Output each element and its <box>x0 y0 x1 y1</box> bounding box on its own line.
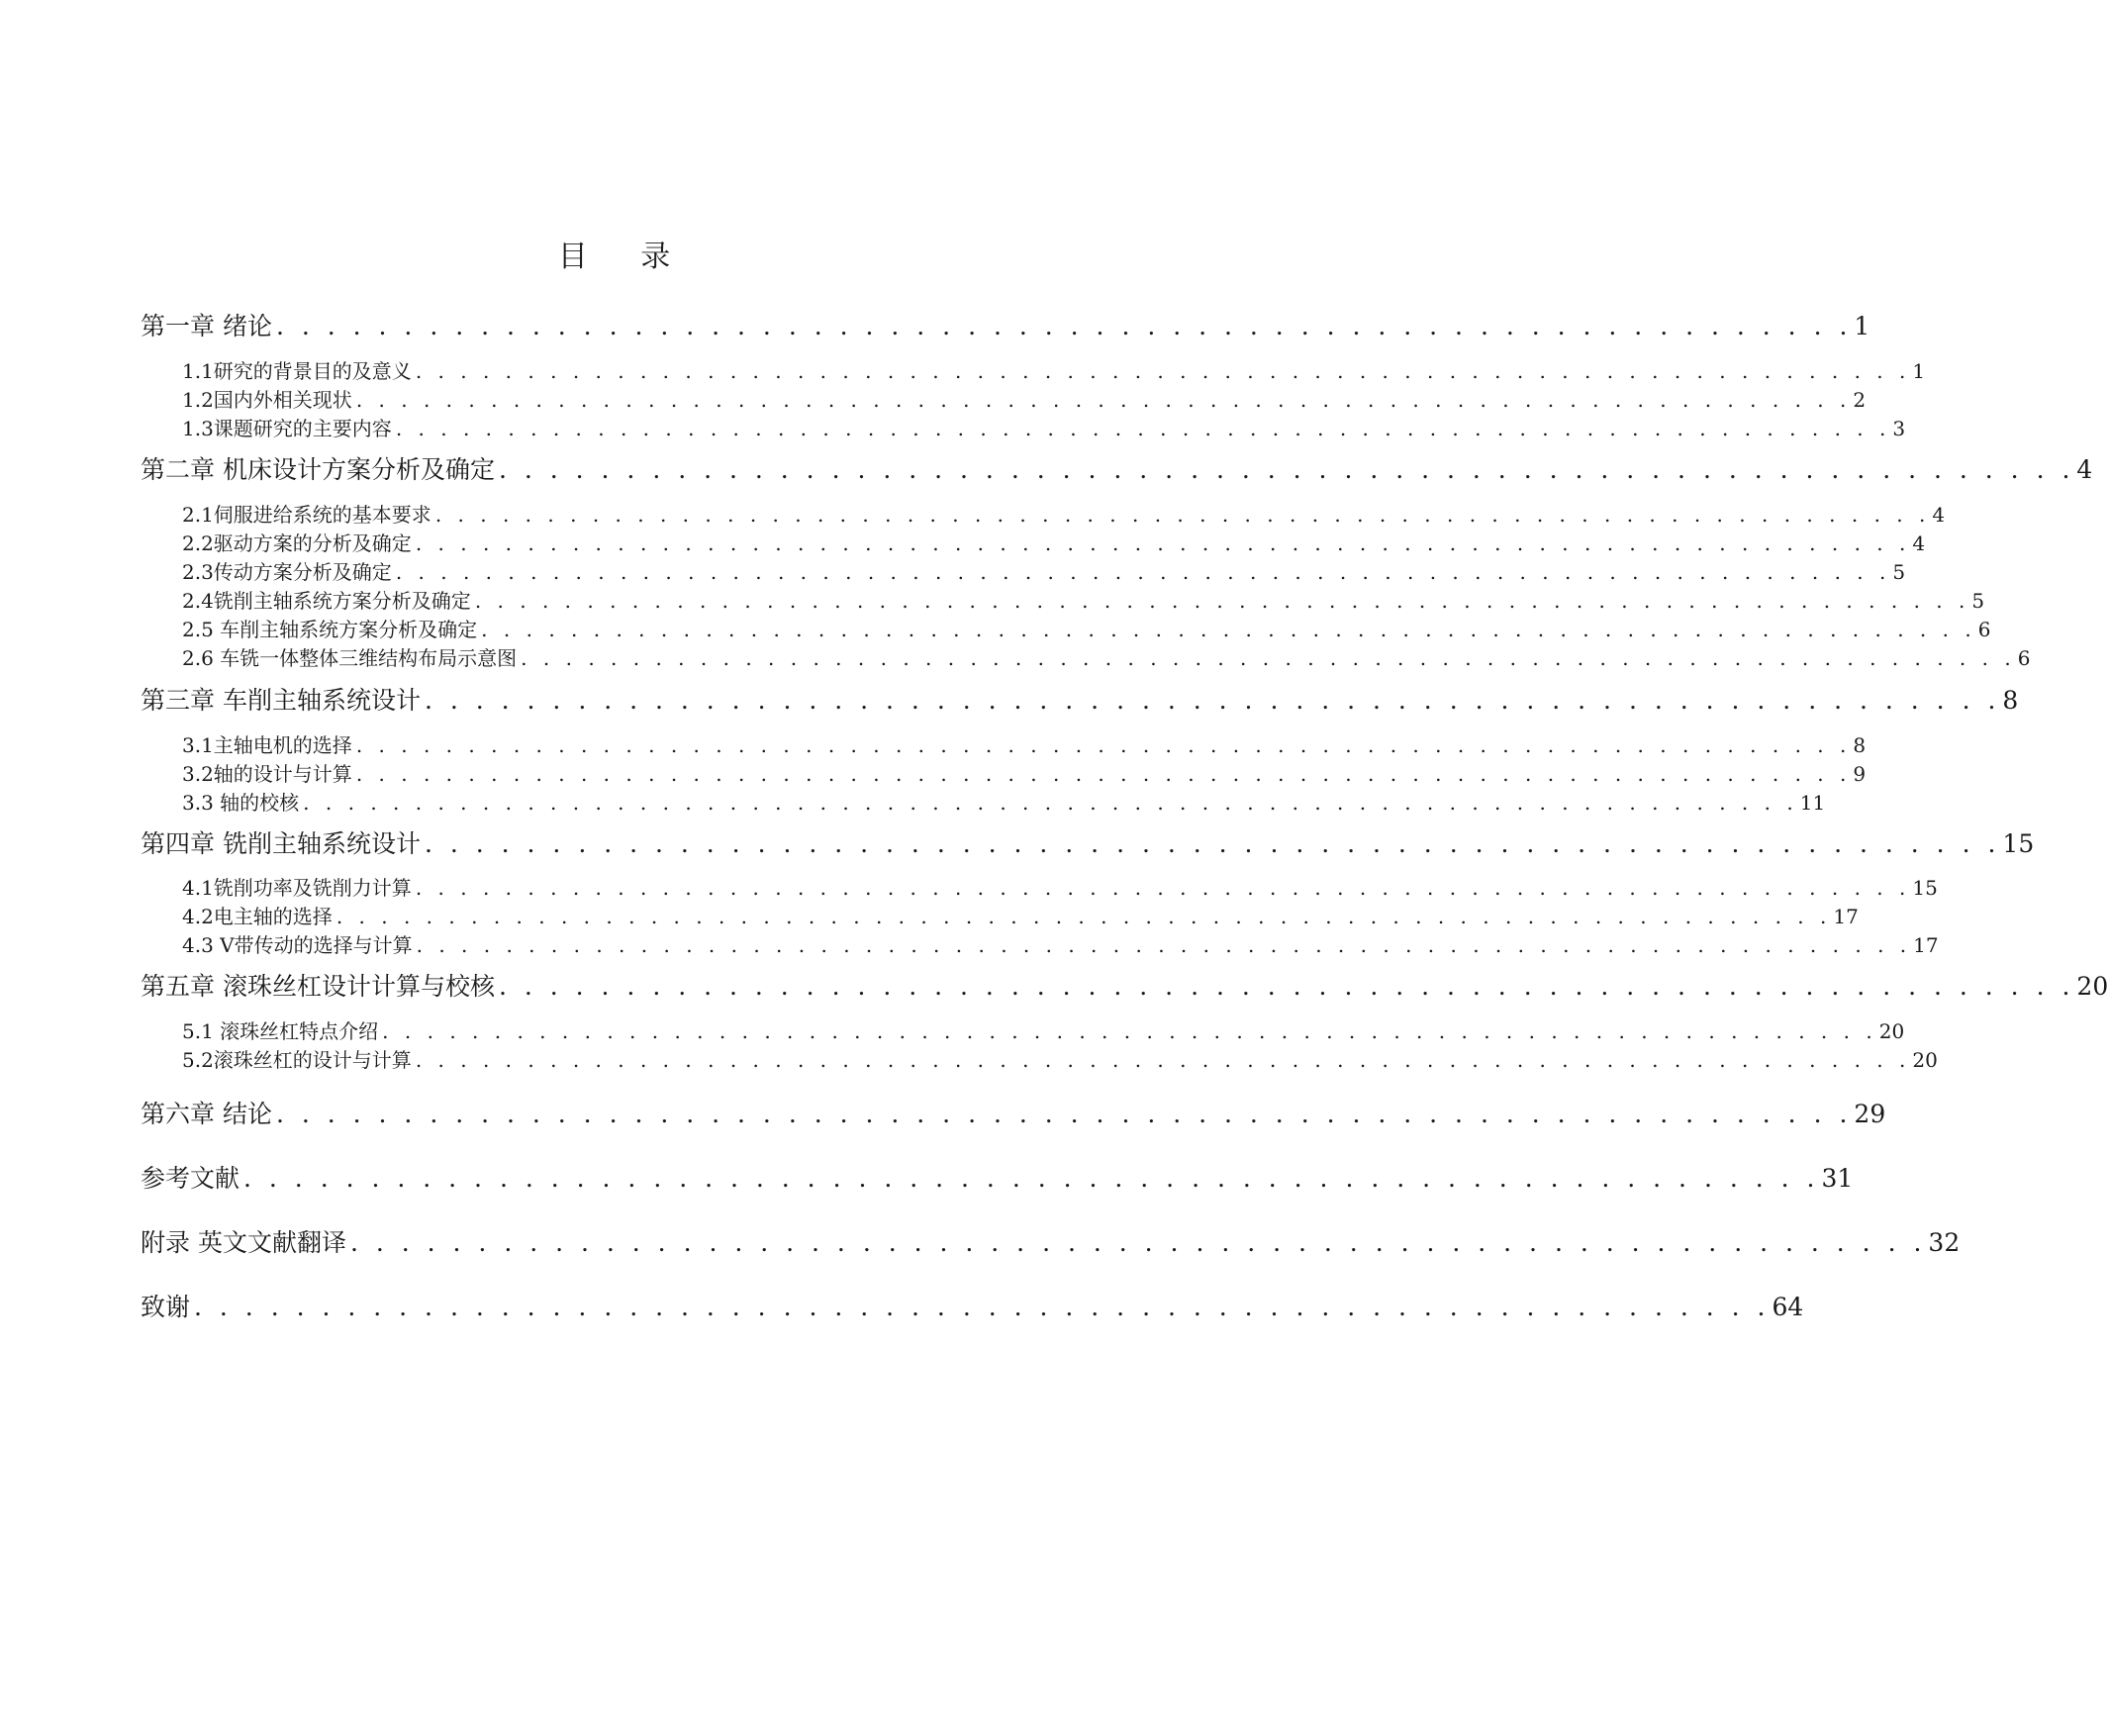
toc-entry-label: 附录 英文文献翻译 <box>141 1228 346 1257</box>
toc-entry-page: 17 <box>1913 933 1939 957</box>
toc-entry-page: 8 <box>2002 686 2019 715</box>
toc-entry-chapter-5 <box>141 971 2108 1003</box>
toc-entry-page: 29 <box>1854 1100 1886 1128</box>
toc-entry-section-1-1 <box>182 358 1926 384</box>
toc-entry-label: 1.1研究的背景目的及意义 <box>182 359 412 383</box>
dot-leader: . . . . . . . . . . . . . . . . . . . . . . . . . . . . . . . . . . . . . . . . . . . . . . . . . . . . . . . . . . . . . . <box>275 1100 1853 1128</box>
dot-leader: . . . . . . . . . . . . . . . . . . . . . . . . . . . . . . . . . . . . . . . . . . . . . . . . . . . . . . . . . . . . . . . . . . . <box>415 1048 1911 1072</box>
toc-entry-appendix <box>141 1227 1961 1259</box>
toc-entry-page: 15 <box>1912 876 1938 900</box>
toc-entry-page: 17 <box>1833 905 1859 928</box>
toc-entry-label: 1.3课题研究的主要内容 <box>182 417 392 440</box>
toc-entry-section-2-4 <box>182 588 1985 614</box>
dot-leader: . . . . . . . . . . . . . . . . . . . . . . . . . . . . . . . . . . . . . . . . . . . . . . . . . . . . . . . . . . . . . . <box>349 1228 1927 1257</box>
dot-leader: . . . . . . . . . . . . . . . . . . . . . . . . . . . . . . . . . . . . . . . . . . . . . . . . . . . . . . . . . . . . . . <box>275 312 1853 340</box>
toc-entry-section-1-2 <box>182 387 1867 413</box>
toc-entry-section-2-6 <box>182 645 2031 671</box>
toc-entry-page: 20 <box>1878 1019 1905 1043</box>
dot-leader: . . . . . . . . . . . . . . . . . . . . . . . . . . . . . . . . . . . . . . . . . . . . . . . . . . . . . . . . . . . . . . <box>424 829 2001 858</box>
dot-leader: . . . . . . . . . . . . . . . . . . . . . . . . . . . . . . . . . . . . . . . . . . . . . . . . . . . . . . . . . . . . . . . . . . . <box>415 876 1911 900</box>
toc-entry-chapter-3 <box>141 685 2019 717</box>
toc-entry-label: 4.1铣削功率及铣削力计算 <box>182 876 412 900</box>
toc-entry-page: 64 <box>1772 1293 1804 1321</box>
toc-entry-page: 1 <box>1854 312 1870 340</box>
toc-title: 目 录 <box>557 240 693 274</box>
dot-leader: . . . . . . . . . . . . . . . . . . . . . . . . . . . . . . . . . . . . . . . . . . . . . . . . . . . . . . . . . . . . . . <box>194 1293 1771 1321</box>
toc-entry-page: 4 <box>1932 503 1946 527</box>
toc-entry-page: 3 <box>1892 417 1906 440</box>
toc-entry-label: 第二章 机床设计方案分析及确定 <box>141 455 495 484</box>
toc-entry-page: 6 <box>2017 646 2031 670</box>
toc-entry-label: 第四章 铣削主轴系统设计 <box>141 829 421 858</box>
toc-entry-section-3-3 <box>182 790 1826 816</box>
toc-entry-label: 5.1 滚珠丝杠特点介绍 <box>182 1019 379 1043</box>
toc-entry-label: 2.1伺服进给系统的基本要求 <box>182 503 431 527</box>
toc-entry-label: 4.2电主轴的选择 <box>182 905 333 928</box>
toc-entry-label: 4.3 V带传动的选择与计算 <box>182 933 413 957</box>
toc-entry-page: 11 <box>1799 791 1826 815</box>
toc-entry-references <box>141 1163 1854 1195</box>
dot-leader: . . . . . . . . . . . . . . . . . . . . . . . . . . . . . . . . . . . . . . . . . . . . . . . . . . . . . . . . . . . . . . . . . . . <box>355 388 1852 412</box>
toc-entry-section-4-3 <box>182 932 1939 958</box>
toc-entry-page: 20 <box>1912 1048 1938 1072</box>
toc-entry-section-4-1 <box>182 875 1938 901</box>
toc-entry-section-3-1 <box>182 732 1867 758</box>
toc-entry-page: 9 <box>1853 762 1867 786</box>
toc-entry-page: 20 <box>2076 972 2108 1001</box>
dot-leader: . . . . . . . . . . . . . . . . . . . . . . . . . . . . . . . . . . . . . . . . . . . . . . . . . . . . . . . . . . . . . . <box>243 1164 1820 1193</box>
toc-entry-page: 4 <box>2076 455 2093 484</box>
dot-leader: . . . . . . . . . . . . . . . . . . . . . . . . . . . . . . . . . . . . . . . . . . . . . . . . . . . . . . . . . . . . . . . . . . . <box>434 503 1931 527</box>
dot-leader: . . . . . . . . . . . . . . . . . . . . . . . . . . . . . . . . . . . . . . . . . . . . . . . . . . . . . . . . . . . . . . . . . . . <box>521 646 2016 670</box>
dot-leader: . . . . . . . . . . . . . . . . . . . . . . . . . . . . . . . . . . . . . . . . . . . . . . . . . . . . . . . . . . . . . . <box>424 686 2001 715</box>
dot-leader: . . . . . . . . . . . . . . . . . . . . . . . . . . . . . . . . . . . . . . . . . . . . . . . . . . . . . . . . . . . . . . . . . . . <box>355 733 1852 757</box>
toc-entry-label: 3.3 轴的校核 <box>182 791 300 815</box>
toc-entry-page: 15 <box>2002 829 2035 858</box>
toc-entry-label: 2.6 车铣一体整体三维结构布局示意图 <box>182 646 518 670</box>
toc-entry-section-2-5 <box>182 617 1991 642</box>
toc-entry-label: 第五章 滚珠丝杠设计计算与校核 <box>141 972 495 1001</box>
dot-leader: . . . . . . . . . . . . . . . . . . . . . . . . . . . . . . . . . . . . . . . . . . . . . . . . . . . . . . . . . . . . . . . . . . . <box>382 1019 1877 1043</box>
toc-entry-page: 2 <box>1853 388 1867 412</box>
dot-leader: . . . . . . . . . . . . . . . . . . . . . . . . . . . . . . . . . . . . . . . . . . . . . . . . . . . . . . . . . . . . . . <box>498 455 2075 484</box>
dot-leader: . . . . . . . . . . . . . . . . . . . . . . . . . . . . . . . . . . . . . . . . . . . . . . . . . . . . . . . . . . . . . . . . . . . <box>355 762 1852 786</box>
toc-entry-label: 2.4铣削主轴系统方案分析及确定 <box>182 589 471 613</box>
toc-entry-label: 致谢 <box>141 1293 191 1321</box>
toc-entry-section-2-3 <box>182 559 1906 585</box>
toc-entry-chapter-6 <box>141 1099 1886 1130</box>
dot-leader: . . . . . . . . . . . . . . . . . . . . . . . . . . . . . . . . . . . . . . . . . . . . . . . . . . . . . . . . . . . . . . . . . . . <box>303 791 1798 815</box>
dot-leader: . . . . . . . . . . . . . . . . . . . . . . . . . . . . . . . . . . . . . . . . . . . . . . . . . . . . . . . . . . . . . . <box>498 972 2075 1001</box>
toc-entry-label: 第三章 车削主轴系统设计 <box>141 686 421 715</box>
dot-leader: . . . . . . . . . . . . . . . . . . . . . . . . . . . . . . . . . . . . . . . . . . . . . . . . . . . . . . . . . . . . . . . . . . . <box>415 531 1911 555</box>
toc-entry-section-1-3 <box>182 416 1906 441</box>
toc-entry-section-2-1 <box>182 502 1946 528</box>
toc-entry-section-5-1 <box>182 1018 1905 1044</box>
toc-entry-label: 2.2驱动方案的分析及确定 <box>182 531 412 555</box>
dot-leader: . . . . . . . . . . . . . . . . . . . . . . . . . . . . . . . . . . . . . . . . . . . . . . . . . . . . . . . . . . . . . . . . . . . <box>395 560 1891 584</box>
dot-leader: . . . . . . . . . . . . . . . . . . . . . . . . . . . . . . . . . . . . . . . . . . . . . . . . . . . . . . . . . . . . . . . . . . . <box>395 417 1891 440</box>
dot-leader: . . . . . . . . . . . . . . . . . . . . . . . . . . . . . . . . . . . . . . . . . . . . . . . . . . . . . . . . . . . . . . . . . . . <box>415 359 1911 383</box>
toc-entry-label: 3.1主轴电机的选择 <box>182 733 352 757</box>
toc-entry-section-4-2 <box>182 904 1859 929</box>
toc-entry-page: 5 <box>1971 589 1985 613</box>
dot-leader: . . . . . . . . . . . . . . . . . . . . . . . . . . . . . . . . . . . . . . . . . . . . . . . . . . . . . . . . . . . . . . . . . . . <box>474 589 1970 613</box>
toc-entry-chapter-4 <box>141 828 2035 860</box>
toc-entry-label: 5.2滚珠丝杠的设计与计算 <box>182 1048 412 1072</box>
toc-entry-label: 第一章 绪论 <box>141 312 272 340</box>
toc-entry-label: 1.2国内外相关现状 <box>182 388 352 412</box>
toc-entry-section-2-2 <box>182 530 1926 556</box>
toc-entry-label: 参考文献 <box>141 1164 240 1193</box>
dot-leader: . . . . . . . . . . . . . . . . . . . . . . . . . . . . . . . . . . . . . . . . . . . . . . . . . . . . . . . . . . . . . . . . . . . <box>335 905 1832 928</box>
toc-entry-label: 第六章 结论 <box>141 1100 272 1128</box>
toc-entry-page: 1 <box>1912 359 1926 383</box>
toc-entry-page: 6 <box>1977 618 1991 641</box>
toc-entry-chapter-2 <box>141 454 2093 486</box>
toc-entry-section-5-2 <box>182 1047 1938 1073</box>
dot-leader: . . . . . . . . . . . . . . . . . . . . . . . . . . . . . . . . . . . . . . . . . . . . . . . . . . . . . . . . . . . . . . . . . . . <box>481 618 1976 641</box>
toc-entry-page: 8 <box>1853 733 1867 757</box>
toc-entry-page: 5 <box>1892 560 1906 584</box>
toc-entry-label: 3.2轴的设计与计算 <box>182 762 352 786</box>
toc-entry-page: 4 <box>1912 531 1926 555</box>
toc-entry-chapter-1 <box>141 311 1870 342</box>
dot-leader: . . . . . . . . . . . . . . . . . . . . . . . . . . . . . . . . . . . . . . . . . . . . . . . . . . . . . . . . . . . . . . . . . . . <box>416 933 1912 957</box>
toc-entry-label: 2.3传动方案分析及确定 <box>182 560 392 584</box>
toc-entry-page: 32 <box>1928 1228 1961 1257</box>
toc-entry-label: 2.5 车削主轴系统方案分析及确定 <box>182 618 478 641</box>
toc-entry-page: 31 <box>1821 1164 1854 1193</box>
toc-entry-acknowledgements <box>141 1292 1804 1323</box>
toc-entry-section-3-2 <box>182 761 1867 787</box>
